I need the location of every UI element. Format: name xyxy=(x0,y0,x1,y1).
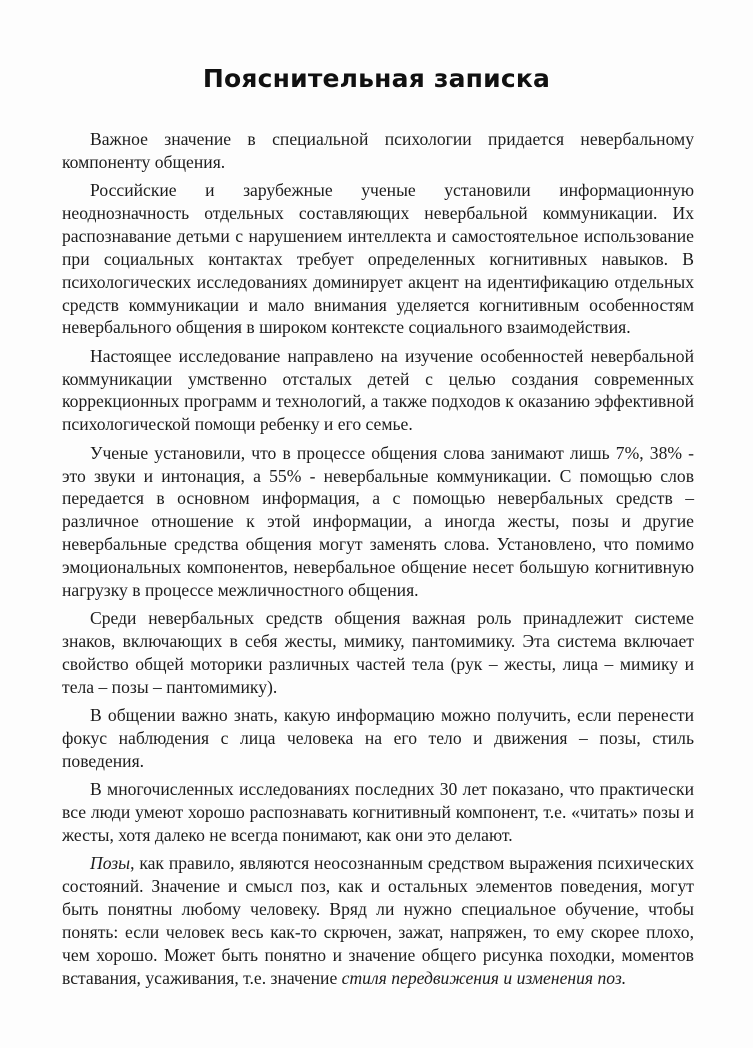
paragraph-7: В многочисленных исследованиях последних 30 лет показано, что практически все люди умеют хорошо распознавать когнитивный компонент, т.е. «читать» позы и жесты, хотя далеко не всегда понимают, как они это делают. xyxy=(62,779,694,846)
paragraph-4: Ученые установили, что в процессе общения слова занимают лишь 7%, 38% - это звуки и интонация, а 55% - невербальные коммуникации. С помощью слов передается в основном информация, а с помощью невербальных средств – различное отношение к этой информации, а иногда жесты, позы и другие невербальные средства общения могут заменять слова. Установлено, что помимо эмоциональных компонентов, невербальное общение несет большую когнитивную нагрузку в процессе межличностного общения. xyxy=(62,442,694,600)
paragraph-5: Среди невербальных средств общения важная роль принадлежит системе знаков, включающих в себя жесты, мимику, пантомимику. Эта система включает свойство общей моторики различных частей тела (рук – жесты, лица – мимику и тела – позы – пантомимику). xyxy=(62,608,694,697)
italic-term-movement-style: стиля передвижения и изменения поз. xyxy=(341,967,627,988)
page-title: Пояснительная записка xyxy=(202,64,551,93)
paragraph-1: Важное значение в специальной психологии придается невербальному компоненту общения. xyxy=(62,129,694,172)
paragraph-2: Российские и зарубежные ученые установили информационную неоднозначность отдельных составляющих невербальной коммуникации. Их распознавание детьми с нарушением интеллекта и самостоятельное использование при социальных контактах требует определенных когнитивных навыков. В психологических исследованиях доминирует акцент на идентификацию отдельных средств коммуникации и мало внимания уделяется когнитивным особенностям невербального общения в широком контексте социального взаимодействия. xyxy=(62,180,694,338)
paragraph-6: В общении важно знать, какую информацию можно получить, если перенести фокус наблюдения с лица человека на его тело и движения – позы, стиль поведения. xyxy=(62,705,694,771)
italic-term-poses: Позы xyxy=(90,853,131,874)
paragraph-3: Настоящее исследование направлено на изучение особенностей невербальной коммуникации умственно отсталых детей с целью создания современных коррекционных программ и технологий, а также подходов к оказанию эффективной психологической помощи ребенку и его семье. xyxy=(62,345,694,435)
paragraph-8 xyxy=(62,852,694,989)
body-text xyxy=(62,128,694,990)
paragraph-8-text: , как правило, являются неосознанным средством выражения психических состояний. Значение и смысл поз, как и остальных элементов поведения, могут быть понятны любому человеку. Вряд ли нужно специальное обучение, чтобы понять: если человек весь как-то скрючен, зажат, напряжен, то ему скорее плохо, чем хорошо. Может быть понятно и значение общего рисунка походки, моментов вставания, усаживания, т.е. значение xyxy=(62,853,694,988)
